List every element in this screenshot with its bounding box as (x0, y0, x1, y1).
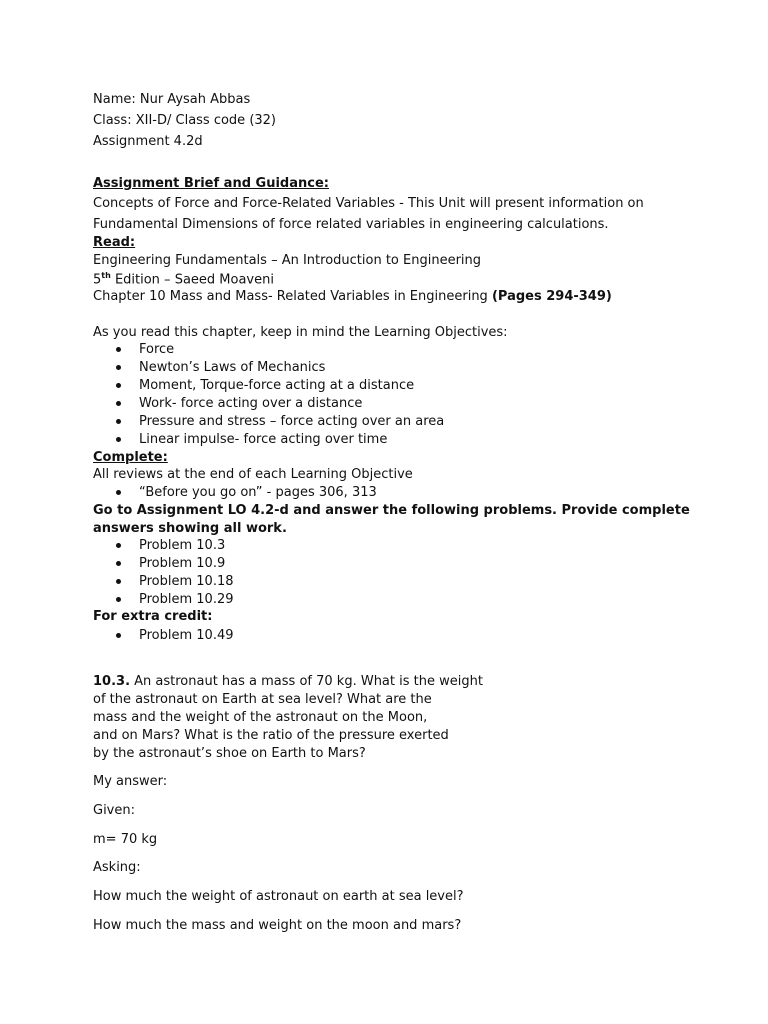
student-name: Name: Nur Aysah Abbas (93, 92, 251, 107)
bullet-icon (116, 383, 121, 388)
given-mass: m= 70 kg (93, 832, 158, 847)
complete-heading: Complete: (93, 450, 168, 465)
problem-statement-line-3: mass and the weight of the astronaut on the Moon, (93, 710, 428, 725)
objectives-intro: As you read this chapter, keep in mind the Learning Objectives: (93, 325, 508, 340)
bullet-icon (116, 365, 121, 370)
objective-item: Work- force acting over a distance (139, 396, 363, 411)
problem-number: 10.3. (93, 674, 131, 689)
bullet-icon (116, 543, 121, 548)
read-heading: Read: (93, 235, 136, 250)
objective-item: Force (139, 342, 175, 357)
bullet-icon (116, 437, 121, 442)
extra-problem-item: Problem 10.49 (139, 628, 234, 643)
bullet-icon (116, 561, 121, 566)
go-to-assignment-line-2: answers showing all work. (93, 521, 287, 536)
bullet-icon (116, 419, 121, 424)
problem-item: Problem 10.29 (139, 592, 234, 607)
objective-item: Linear impulse- force acting over time (139, 432, 388, 447)
assignment-number: Assignment 4.2d (93, 134, 203, 149)
chapter-line: Chapter 10 Mass and Mass- Related Variables in Engineering (Pages 294-349) (93, 289, 612, 304)
problem-item: Problem 10.3 (139, 538, 226, 553)
bullet-icon (116, 401, 121, 406)
bullet-icon (116, 633, 121, 638)
answer-label: My answer: (93, 774, 168, 789)
bullet-icon (116, 597, 121, 602)
bullet-icon (116, 347, 121, 352)
reviews-line: All reviews at the end of each Learning Objective (93, 467, 413, 482)
asking-question-2: How much the mass and weight on the moon and mars? (93, 918, 462, 933)
book-edition: 5th Edition – Saeed Moaveni (93, 271, 274, 288)
problem-statement-line-4: and on Mars? What is the ratio of the pressure exerted (93, 728, 449, 743)
given-label: Given: (93, 803, 135, 818)
asking-question-1: How much the weight of astronaut on earth at sea level? (93, 889, 464, 904)
asking-label: Asking: (93, 860, 141, 875)
go-to-assignment-line-1: Go to Assignment LO 4.2-d and answer the following problems. Provide complete (93, 503, 690, 518)
objective-item: Newton’s Laws of Mechanics (139, 360, 326, 375)
brief-line-1: Concepts of Force and Force-Related Variables - This Unit will present information on (93, 196, 644, 211)
objective-item: Moment, Torque-force acting at a distance (139, 378, 415, 393)
brief-line-2: Fundamental Dimensions of force related variables in engineering calculations. (93, 217, 609, 232)
extra-credit-heading: For extra credit: (93, 609, 213, 624)
problem-statement-line-1: 10.3. An astronaut has a mass of 70 kg. What is the weight (93, 674, 483, 689)
problem-item: Problem 10.9 (139, 556, 226, 571)
objective-item: Pressure and stress – force acting over an area (139, 414, 445, 429)
bullet-icon (116, 490, 121, 495)
bullet-icon (116, 579, 121, 584)
problem-statement-line-2: of the astronaut on Earth at sea level? What are the (93, 692, 432, 707)
problem-statement-line-5: by the astronaut’s shoe on Earth to Mars? (93, 746, 366, 761)
before-you-go-on: “Before you go on” - pages 306, 313 (139, 485, 377, 500)
chapter-pages: (Pages 294-349) (491, 289, 612, 304)
problem-item: Problem 10.18 (139, 574, 234, 589)
student-class: Class: XII-D/ Class code (32) (93, 113, 277, 128)
book-title: Engineering Fundamentals – An Introduction to Engineering (93, 253, 482, 268)
brief-heading: Assignment Brief and Guidance: (93, 176, 329, 191)
